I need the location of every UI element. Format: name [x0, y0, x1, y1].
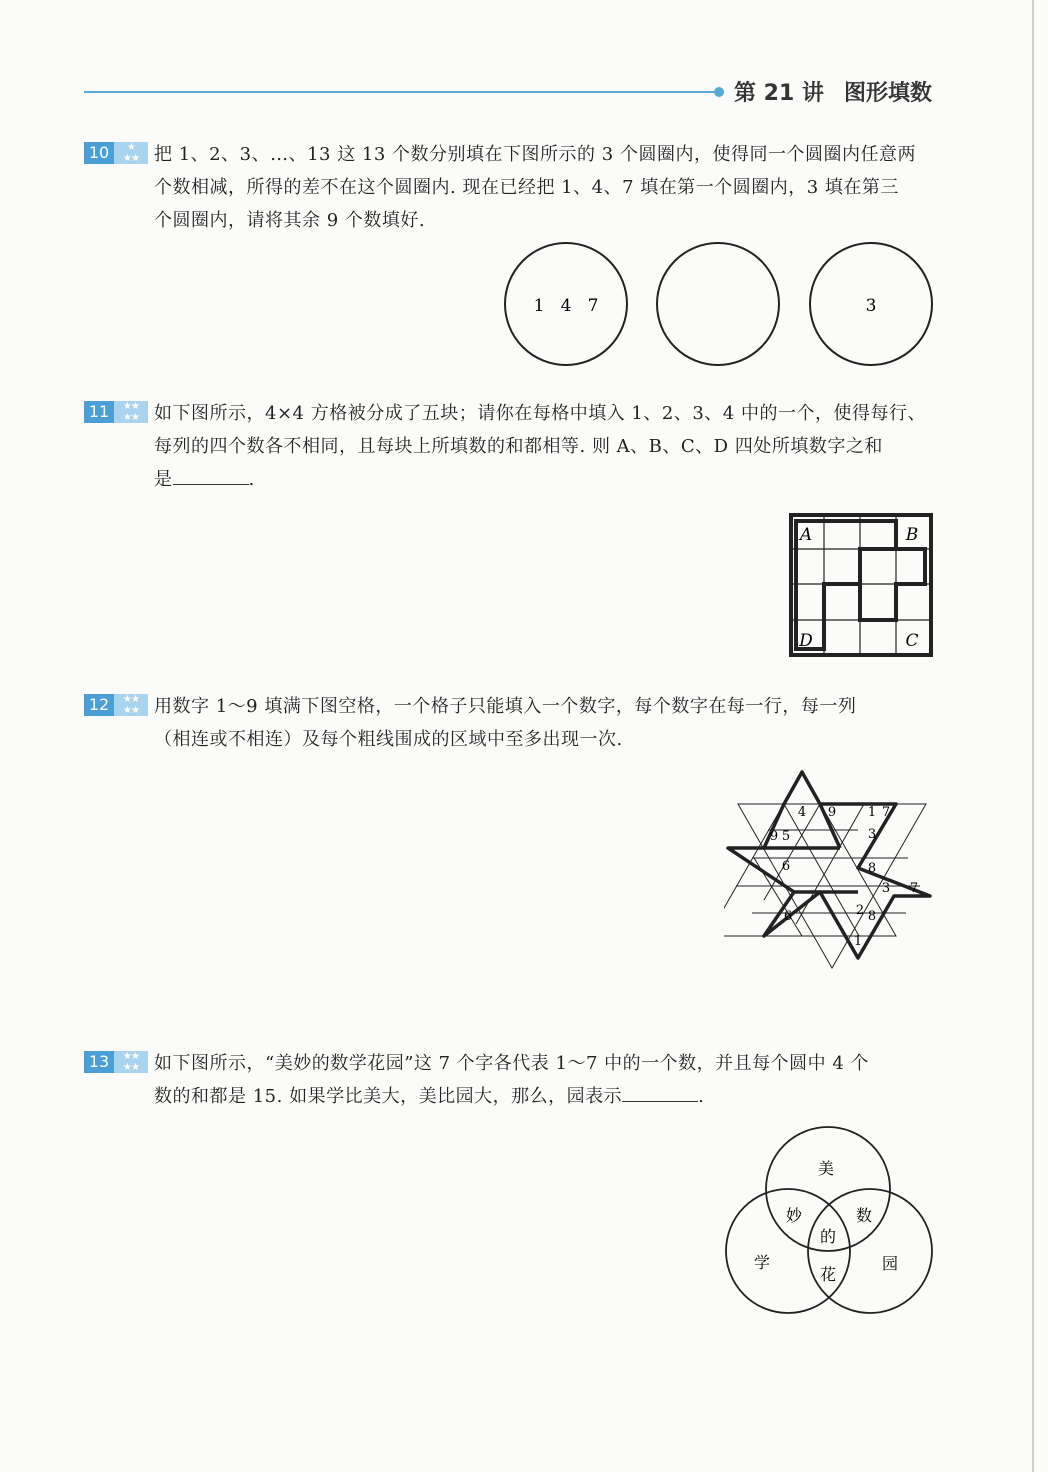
answer-blank[interactable]: [622, 1083, 698, 1102]
difficulty-stars-icon: ★★ ★★: [114, 401, 148, 423]
text-line: 如下图所示，“美妙的数学花园”这 7 个字各代表 1～7 中的一个数，并且每个圆中 4 个: [154, 1053, 870, 1074]
given-digit: 7: [881, 805, 891, 820]
problem-badge: [84, 694, 148, 716]
text-line: 个数相减，所得的差不在这个圆圈内. 现在已经把 1、4、7 填在第一个圆圈内，3 填在第三: [154, 177, 899, 198]
venn-char-shu: 数: [855, 1206, 873, 1225]
problem-badge: [84, 1051, 148, 1073]
venn-char-yuan: 园: [881, 1254, 899, 1273]
text-line: 是 .: [154, 463, 934, 496]
given-digit: 6: [781, 859, 791, 874]
grid-label-d: D: [799, 631, 813, 651]
triangular-sudoku-figure: [724, 768, 936, 980]
text-line: （相连或不相连）及每个粗线围成的区域中至多出现一次.: [154, 729, 623, 750]
given-digit: 1: [853, 934, 863, 949]
text-line: 个圆圈内，请将其余 9 个数填好.: [154, 210, 426, 231]
difficulty-stars-icon: ★ ★★: [114, 142, 148, 164]
header-rule: [84, 91, 714, 93]
grid-label-a: A: [799, 525, 813, 545]
circle-2: [657, 243, 779, 365]
page-edge: [1032, 0, 1034, 1472]
given-digit: 7: [909, 881, 919, 896]
running-header: [734, 76, 952, 107]
given-digit: 8: [867, 861, 877, 876]
venn-char-de: 的: [819, 1227, 837, 1246]
problem-badge: [84, 142, 148, 164]
answer-blank[interactable]: [173, 466, 249, 485]
grid-label-b: B: [905, 525, 919, 545]
text-line: 每列的四个数各不相同，且每块上所填数的和都相等. 则 A、B、C、D 四处所填数字之和: [154, 436, 883, 457]
text-line: 把 1、2、3、…、13 这 13 个数分别填在下图所示的 3 个圆圈内，使得同一个圆圈内任意两: [154, 144, 916, 165]
problem-number: 13: [84, 1051, 114, 1073]
given-digit: 6: [783, 909, 793, 924]
three-circles-figure: [500, 238, 940, 370]
text-line: 用数字 1～9 填满下图空格，一个格子只能填入一个数字，每个数字在每一行，每一列: [154, 696, 857, 717]
difficulty-stars-icon: ★★ ★★: [114, 1051, 148, 1073]
given-digit: 4: [797, 805, 807, 820]
header-dot: [714, 87, 724, 97]
venn-char-miao: 妙: [785, 1206, 803, 1225]
venn-diagram: [722, 1124, 936, 1316]
text-line-start: 数的和都是 15. 如果学比美大，美比园大，那么，园表示: [154, 1086, 623, 1107]
venn-char-hua: 花: [819, 1265, 837, 1284]
lecture-number: 第 21 讲: [734, 81, 824, 106]
problem-text: [154, 690, 934, 756]
circle-3-numbers: 3: [865, 296, 877, 316]
problem-number: 11: [84, 401, 114, 423]
circle-1-numbers: 1 4 7: [533, 296, 599, 316]
problem-number: 12: [84, 694, 114, 716]
given-digit: 2: [855, 903, 865, 918]
lecture-topic: 图形填数: [843, 81, 932, 106]
given-digit: 1: [867, 805, 877, 820]
given-digit: 5: [781, 829, 791, 844]
text-line: 数的和都是 15. 如果学比美大，美比园大，那么，园表示 .: [154, 1080, 934, 1113]
problem-text: [154, 138, 934, 237]
given-digit: 9: [827, 805, 837, 820]
problem-text: [154, 397, 934, 496]
given-digit: 8: [867, 909, 877, 924]
given-digit: 3: [881, 881, 891, 896]
problem-text: [154, 1047, 934, 1113]
text-line-start: 是: [154, 469, 173, 490]
given-digit: 9: [769, 829, 779, 844]
problem-badge: [84, 401, 148, 423]
problem-number: 10: [84, 142, 114, 164]
venn-char-mei: 美: [817, 1159, 835, 1178]
venn-char-xue: 学: [753, 1253, 771, 1272]
four-by-four-grid: [788, 512, 934, 658]
difficulty-stars-icon: ★★ ★★: [114, 694, 148, 716]
given-digit: 3: [867, 827, 877, 842]
grid-label-c: C: [905, 631, 919, 651]
text-line: 如下图所示，4×4 方格被分成了五块；请你在每格中填入 1、2、3、4 中的一个，使得每行、: [154, 403, 926, 424]
